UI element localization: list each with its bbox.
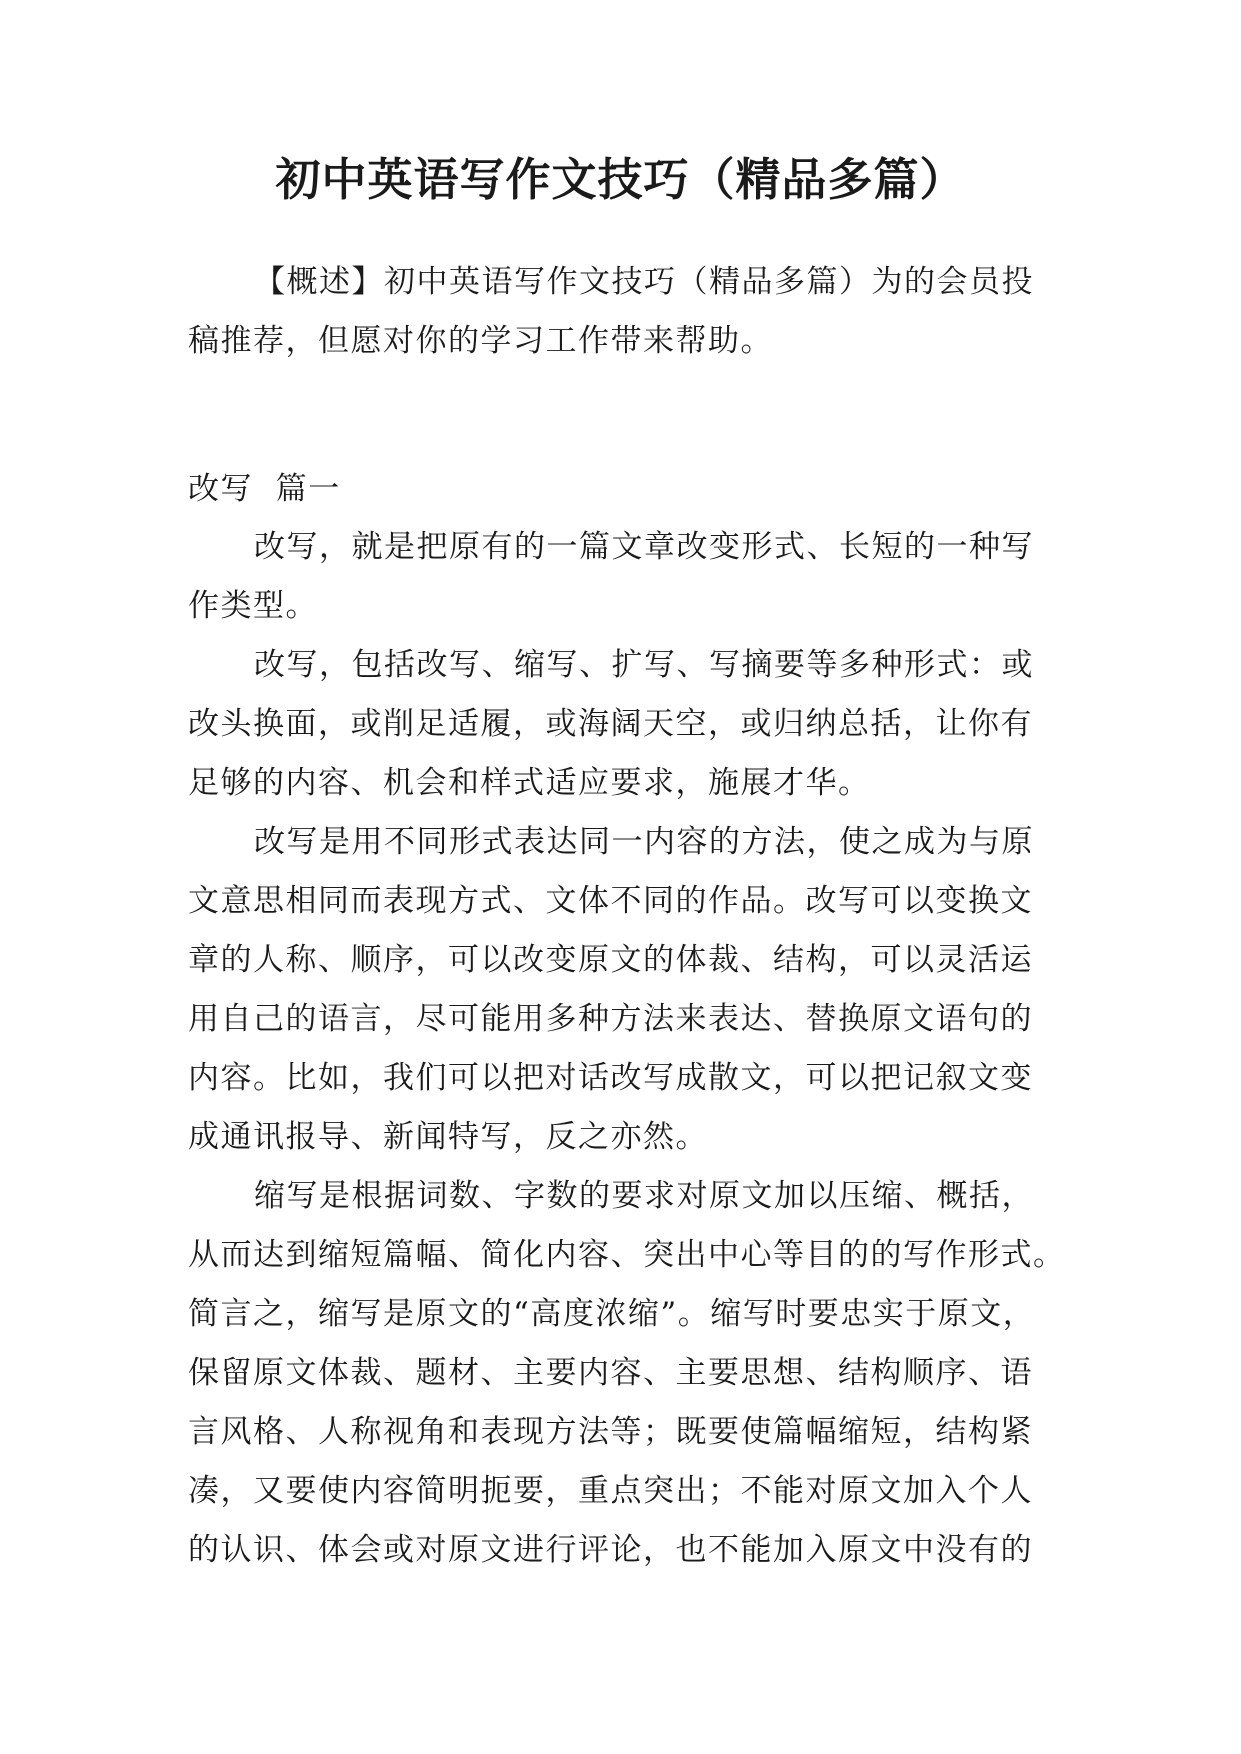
paragraph-line: 保留原文体裁、题材、主要内容、主要思想、结构顺序、语 <box>188 1355 1033 1391</box>
paragraph <box>188 813 1068 1167</box>
paragraph <box>188 518 1068 636</box>
paragraph-line: 简言之，缩写是原文的“高度浓缩”。缩写时要忠实于原文， <box>188 1296 1036 1332</box>
paragraph-line: 用自己的语言，尽可能用多种方法来表达、替换原文语句的 <box>188 1001 1033 1037</box>
summary-line: 稿推荐，但愿对你的学习工作带来帮助。 <box>188 323 773 359</box>
paragraph-line: 凑，又要使内容简明扼要，重点突出；不能对原文加入个人 <box>188 1473 1033 1509</box>
paragraph-line: 改写，就是把原有的一篇文章改变形式、长短的一种写 <box>254 529 1034 565</box>
paragraph-line: 从而达到缩短篇幅、简化内容、突出中心等目的的写作形式。 <box>188 1237 1066 1273</box>
paragraph-line: 足够的内容、机会和样式适应要求，施展才华。 <box>188 765 871 801</box>
paragraph-line: 章的人称、顺序，可以改变原文的体裁、结构，可以灵活运 <box>188 942 1033 978</box>
paragraph-line: 作类型。 <box>188 588 318 624</box>
paragraph-line: 言风格、人称视角和表现方法等；既要使篇幅缩短，结构紧 <box>188 1414 1033 1450</box>
paragraph-line: 的认识、体会或对原文进行评论，也不能加入原文中没有的 <box>188 1532 1033 1568</box>
paragraph-line: 改头换面，或削足适履，或海阔天空，或归纳总括，让你有 <box>188 706 1033 742</box>
paragraph-line: 改写，包括改写、缩写、扩写、写摘要等多种形式：或 <box>254 647 1034 683</box>
paragraph-line: 文意思相同而表现方式、文体不同的作品。改写可以变换文 <box>188 883 1033 919</box>
paragraph-line: 内容。比如，我们可以把对话改写成散文，可以把记叙文变 <box>188 1060 1033 1096</box>
summary-line: 【概述】初中英语写作文技巧（精品多篇）为的会员投 <box>254 264 1034 300</box>
paragraph <box>188 636 1068 813</box>
section-heading: 改写 篇一 <box>188 471 341 507</box>
main-body <box>188 518 1068 1580</box>
paragraph <box>188 1167 1068 1580</box>
paragraph-line: 成通讯报导、新闻特写，反之亦然。 <box>188 1119 708 1155</box>
paragraph-line: 改写是用不同形式表达同一内容的方法，使之成为与原 <box>254 824 1034 860</box>
document-title: 初中英语写作文技巧（精品多篇） <box>275 153 966 206</box>
paragraph-line: 缩写是根据词数、字数的要求对原文加以压缩、概括， <box>254 1178 1034 1214</box>
summary-block <box>188 253 1068 371</box>
section-heading-block <box>188 460 1068 519</box>
